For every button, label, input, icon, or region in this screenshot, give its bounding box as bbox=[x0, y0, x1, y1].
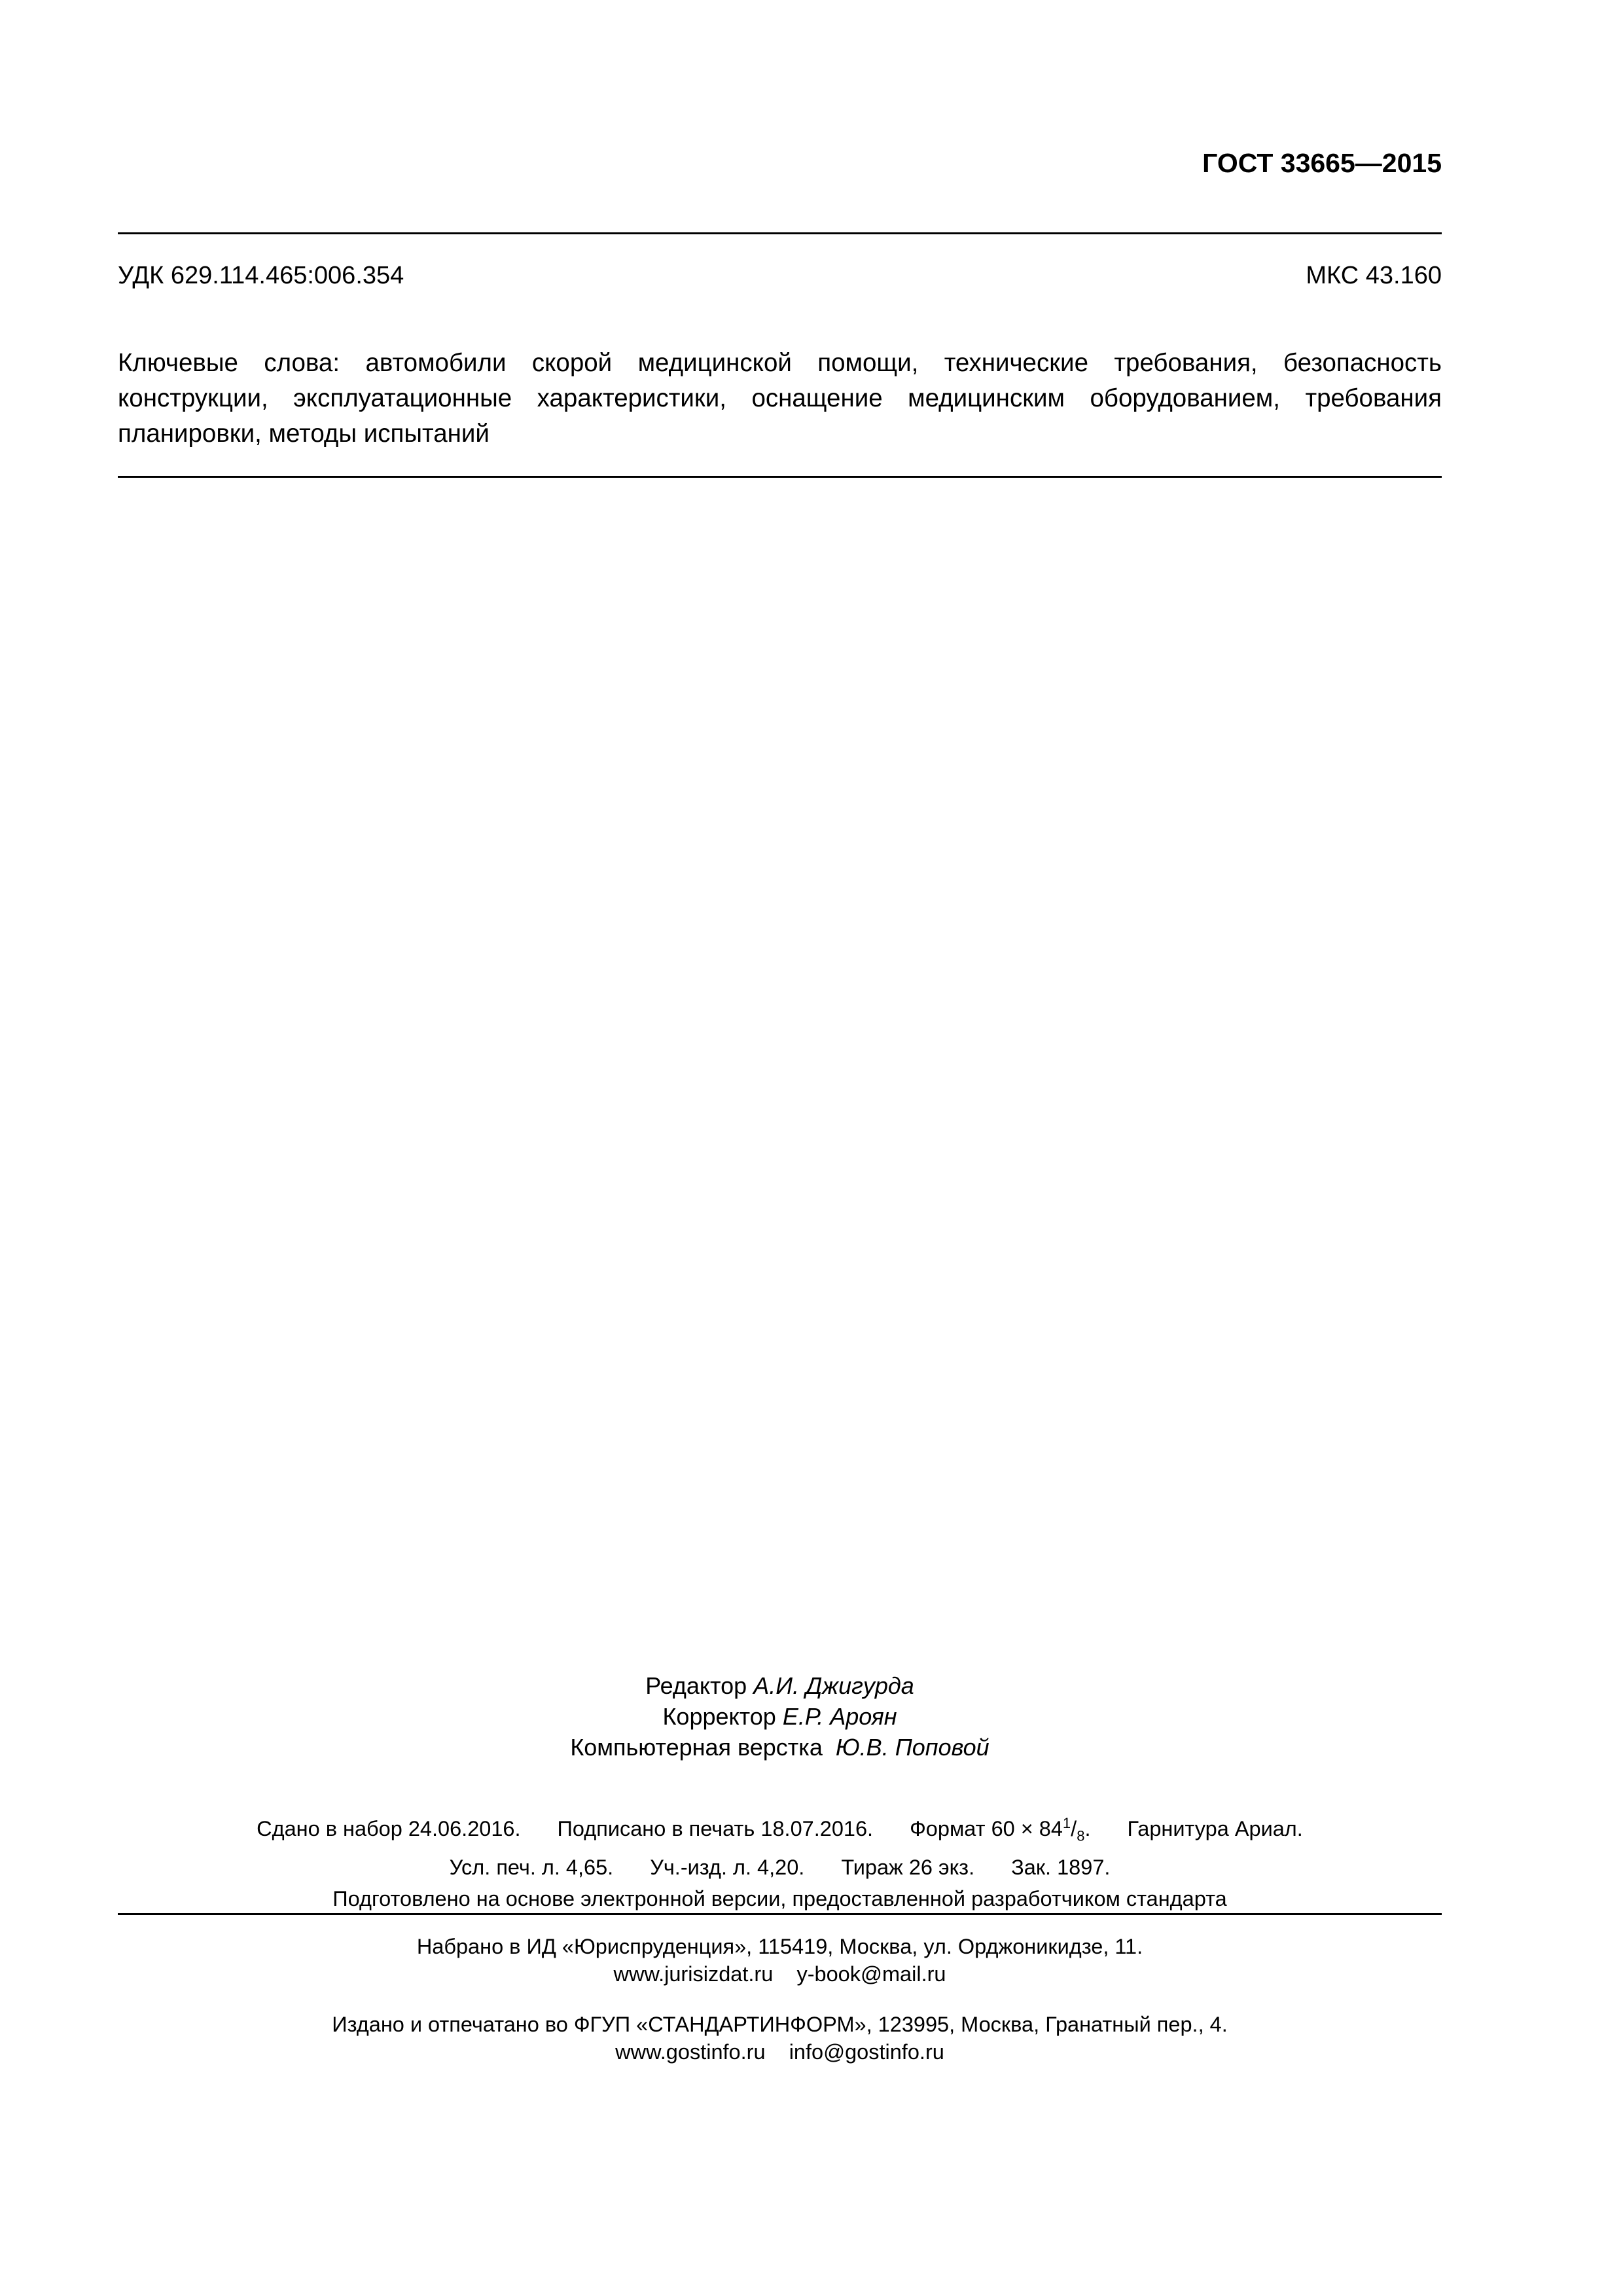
typesetter-site-link[interactable]: www.jurisizdat.ru bbox=[613, 1962, 774, 1986]
imprint bbox=[118, 1808, 1442, 1914]
typesetter-email-link[interactable]: y-book@mail.ru bbox=[796, 1962, 946, 1986]
typesetter-info: Набрано в ИД «Юриспруденция», 115419, Москва, ул. Орджоникидзе, 11. www.jurisizdat.ru y-book@mail.ru bbox=[416, 1935, 1143, 1986]
credit-layout: Компьютерная верстка Ю.В. Поповой bbox=[570, 1734, 990, 1761]
imprint-line-1: Сдано в набор 24.06.2016. Подписано в печать 18.07.2016. Формат $60 \times 84^1/_8$. Гарнитура Ариал. bbox=[257, 1815, 1303, 1844]
publisher-email-link[interactable]: info@gostinfo.ru bbox=[789, 2040, 944, 2064]
udk-code: УДК 629.114.465:006.354 bbox=[118, 262, 404, 289]
credit-editor: Редактор А.И. Джигурда bbox=[645, 1672, 914, 1699]
mks-code: МКС 43.160 bbox=[1306, 262, 1442, 289]
publisher-info: Издано и отпечатано во ФГУП «СТАНДАРТИНФОРМ», 123995, Москва, Гранатный пер., 4. www.gostinfo.ru info@gostinfo.ru bbox=[332, 2013, 1228, 2064]
divider bbox=[118, 476, 1442, 478]
publisher-site-link[interactable]: www.gostinfo.ru bbox=[615, 2040, 766, 2064]
imprint-note: Подготовлено на основе электронной версии, предоставленной разработчиком стандарта bbox=[332, 1887, 1227, 1911]
imprint-line-2: Усл. печ. л. 4,65. Уч.-изд. л. 4,20. Тираж 26 экз. Зак. 1897. bbox=[449, 1856, 1111, 1880]
keywords: Ключевые слова: автомобили скорой медицинской помощи, технические требования, безопасность конструкции, эксплуатационные характеристики, оснащение медицинским оборудованием, требования планировки, методы испытаний bbox=[118, 349, 1442, 448]
divider bbox=[118, 1913, 1442, 1915]
credit-proofreader: Корректор Е.Р. Ароян bbox=[662, 1703, 897, 1730]
credits bbox=[118, 1670, 1442, 1763]
divider bbox=[118, 232, 1442, 234]
format: Формат $60 \times 84^1/_8$. bbox=[910, 1815, 1091, 1844]
standard-number: ГОСТ 33665—2015 bbox=[1202, 148, 1442, 178]
